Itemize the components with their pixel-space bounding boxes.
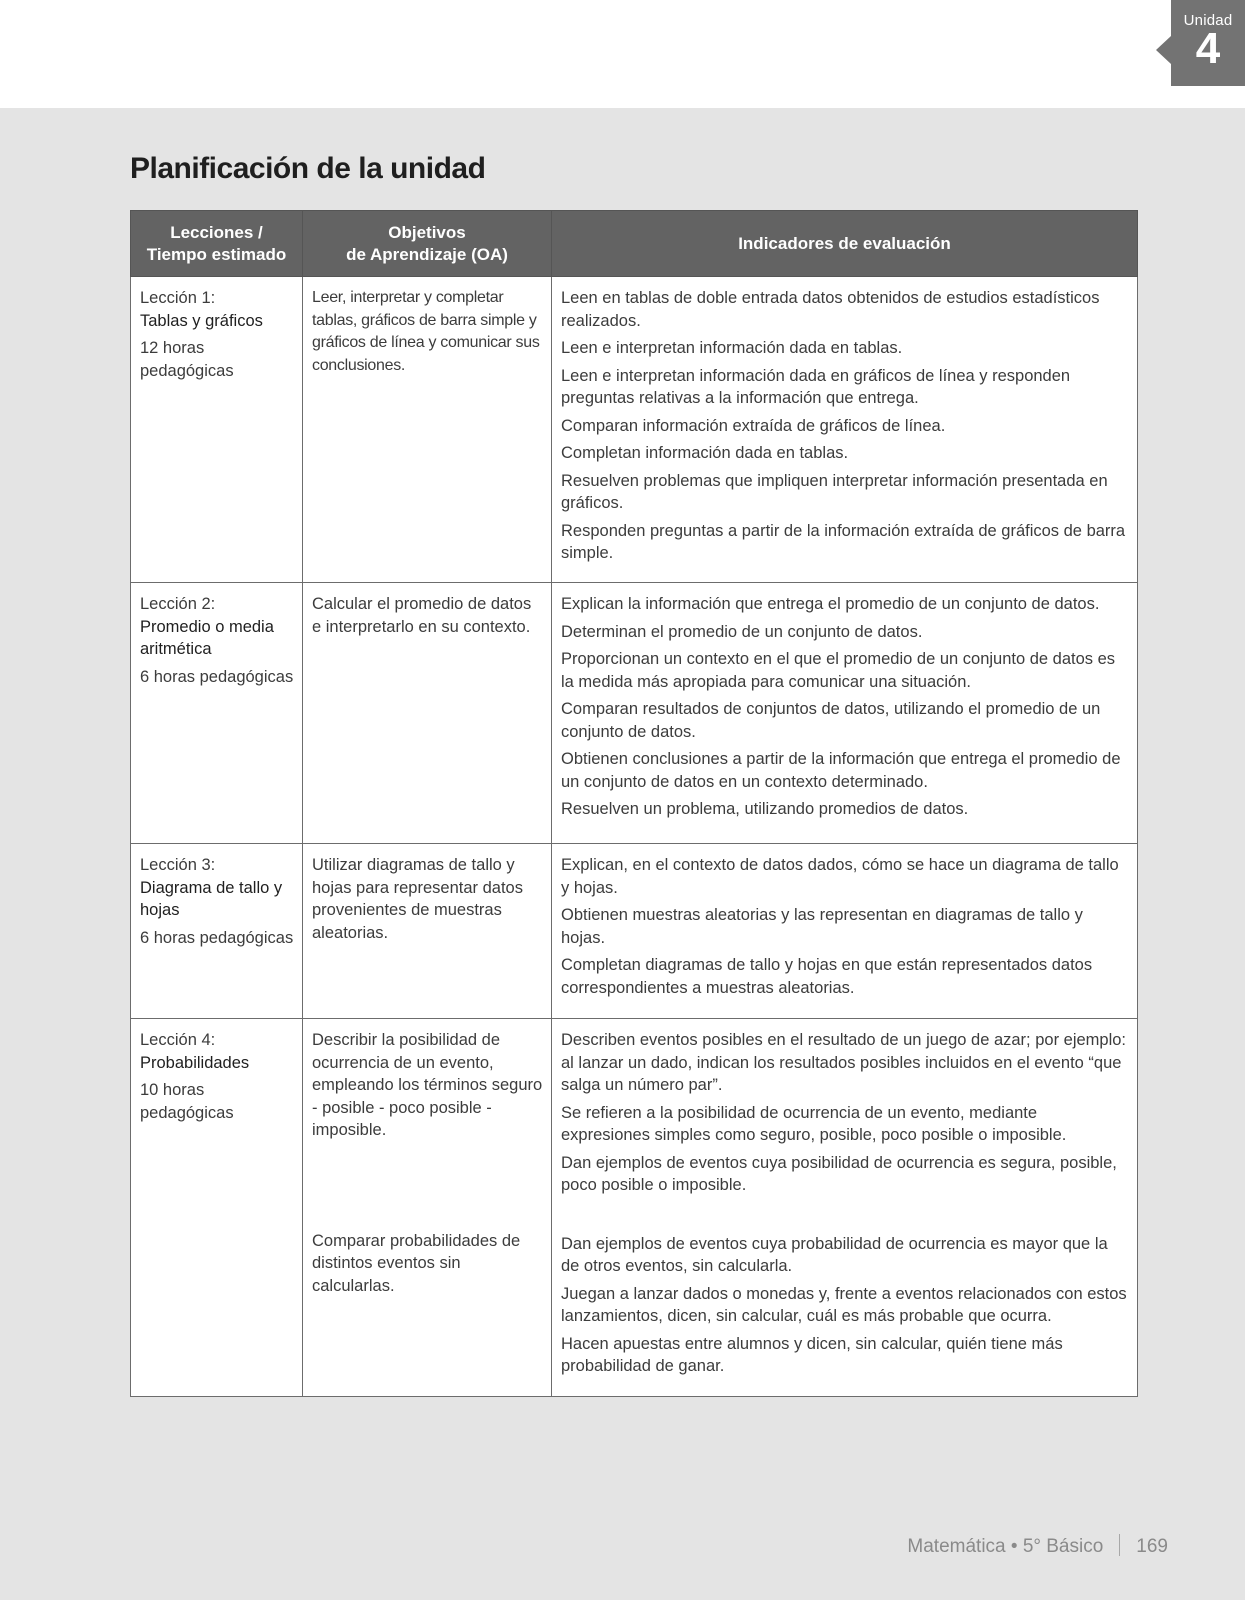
indicators-cell — [552, 277, 1138, 583]
lesson-hours: 6 horas pedagógicas — [140, 928, 294, 947]
indicator-item: Comparan información extraída de gráficos de línea. — [561, 416, 946, 435]
objective-cell — [303, 277, 552, 583]
table-row — [131, 844, 1138, 1019]
indicators-cell — [552, 1019, 1138, 1397]
objective-text: Calcular el promedio de datos e interpretarlo en su contexto. — [312, 595, 532, 636]
header-objectives-line-2: de Aprendizaje (OA) — [346, 244, 508, 264]
table-row — [131, 1019, 1138, 1397]
header-lessons-line-2: Tiempo estimado — [146, 244, 287, 264]
indicator-item: Leen e interpretan información dada en tablas. — [561, 339, 903, 357]
lesson-number: Lección 2: — [140, 595, 216, 613]
lesson-cell — [131, 583, 303, 844]
page-header-band — [0, 0, 1245, 108]
indicator-item: Explican la información que entrega el promedio de un conjunto de datos. — [561, 595, 1100, 613]
indicators-cell — [552, 583, 1138, 844]
objective-cell — [303, 844, 552, 1019]
objective-text: Describir la posibilidad de ocurrencia de un evento, empleando los términos seguro - posible - poco posible - imposible. — [312, 1031, 543, 1139]
lesson-name: Tablas y gráficos — [140, 311, 263, 330]
indicator-item: Responden preguntas a partir de la información extraída de gráficos de barra simple. — [561, 521, 1126, 562]
header-indicators: Indicadores de evaluación — [552, 211, 1138, 277]
lesson-cell — [131, 844, 303, 1019]
page-footer — [0, 1534, 1168, 1558]
indicator-item: Leen e interpretan información dada en gráficos de línea y responden preguntas relativas a la información que entrega. — [561, 366, 1071, 407]
indicator-item: Juegan a lanzar dados o monedas y, frente a eventos relacionados con estos lanzamientos, dicen, sin calcular, cuál es más probable que ocurra. — [561, 1284, 1127, 1325]
unit-label: Unidad — [1183, 12, 1233, 29]
lesson-hours: 6 horas pedagógicas — [140, 667, 294, 686]
header-objectives — [303, 211, 552, 277]
lesson-number: Lección 3: — [140, 856, 216, 874]
lesson-name: Promedio o media aritmética — [140, 617, 274, 658]
indicator-item: Resuelven problemas que impliquen interpretar información presentada en gráficos. — [561, 471, 1108, 512]
lesson-cell — [131, 1019, 303, 1397]
indicator-item: Hacen apuestas entre alumnos y dicen, sin calcular, quién tiene más probabilidad de ganar. — [561, 1334, 1063, 1375]
unit-planning-table — [130, 210, 1138, 1397]
indicator-item: Dan ejemplos de eventos cuya posibilidad de ocurrencia es segura, posible, poco posible o imposible. — [561, 1153, 1117, 1194]
page-number: 169 — [1136, 1536, 1168, 1557]
lesson-cell — [131, 277, 303, 583]
objective-text: Utilizar diagramas de tallo y hojas para representar datos provenientes de muestras aleatorias. — [312, 856, 523, 942]
unit-number: 4 — [1195, 24, 1221, 73]
indicator-item: Proporcionan un contexto en el que el promedio de un conjunto de datos es la medida más apropiada para comunicar una situación. — [561, 650, 1116, 691]
indicators-cell — [552, 844, 1138, 1019]
page-title: Planificación de la unidad — [130, 152, 486, 185]
objective-text-2: Comparar probabilidades de distintos eventos sin calcularlas. — [312, 1231, 521, 1295]
indicator-item: Completan diagramas de tallo y hojas en que están representados datos correspondientes a muestras aleatorias. — [561, 956, 1093, 997]
table-row — [131, 583, 1138, 844]
indicator-item: Explican, en el contexto de datos dados, cómo se hace un diagrama de tallo y hojas. — [561, 856, 1119, 897]
lesson-hours: 10 horas pedagógicas — [140, 1081, 234, 1122]
lesson-name: Probabilidades — [140, 1053, 250, 1072]
indicator-item: Obtienen muestras aleatorias y las representan en diagramas de tallo y hojas. — [561, 906, 1083, 947]
indicator-item: Determinan el promedio de un conjunto de datos. — [561, 622, 923, 641]
indicator-item: Se refieren a la posibilidad de ocurrencia de un evento, mediante expresiones simples como seguro, posible, poco posible o imposible. — [561, 1103, 1067, 1144]
objective-text: Leer, interpretar y completar tablas, gráficos de barra simple y gráficos de línea y comunicar sus conclusiones. — [312, 289, 540, 374]
indicator-item: Dan ejemplos de eventos cuya probabilidad de ocurrencia es mayor que la de otros eventos, sin calcularla. — [561, 1234, 1108, 1275]
indicator-item: Describen eventos posibles en el resultado de un juego de azar; por ejemplo: al lanzar un dado, indican los resultados posibles incluidos en el evento “que salga un número par”. — [561, 1031, 1127, 1094]
table-row — [131, 277, 1138, 583]
footer-book-title: Matemática • 5° Básico — [907, 1536, 1104, 1557]
indicator-item: Resuelven un problema, utilizando promedios de datos. — [561, 800, 969, 818]
header-lessons-line-1: Lecciones / — [170, 222, 263, 242]
header-lessons — [131, 211, 303, 277]
indicator-item: Comparan resultados de conjuntos de datos, utilizando el promedio de un conjunto de datos. — [561, 700, 1101, 741]
lesson-number: Lección 1: — [140, 289, 216, 307]
indicator-item: Obtienen conclusiones a partir de la información que entrega el promedio de un conjunto de datos en un contexto determinado. — [561, 750, 1121, 791]
lesson-hours: 12 horas pedagógicas — [140, 339, 234, 380]
unit-tab — [1171, 0, 1245, 86]
footer-separator — [1119, 1534, 1120, 1556]
objective-cell — [303, 1019, 552, 1397]
table-header-row — [131, 211, 1138, 277]
objective-cell — [303, 583, 552, 844]
indicator-item: Leen en tablas de doble entrada datos obtenidos de estudios estadísticos realizados. — [561, 289, 1100, 330]
lesson-number: Lección 4: — [140, 1031, 216, 1049]
lesson-name: Diagrama de tallo y hojas — [140, 878, 283, 919]
header-objectives-line-1: Objetivos — [388, 222, 466, 242]
indicator-item: Completan información dada en tablas. — [561, 444, 849, 462]
